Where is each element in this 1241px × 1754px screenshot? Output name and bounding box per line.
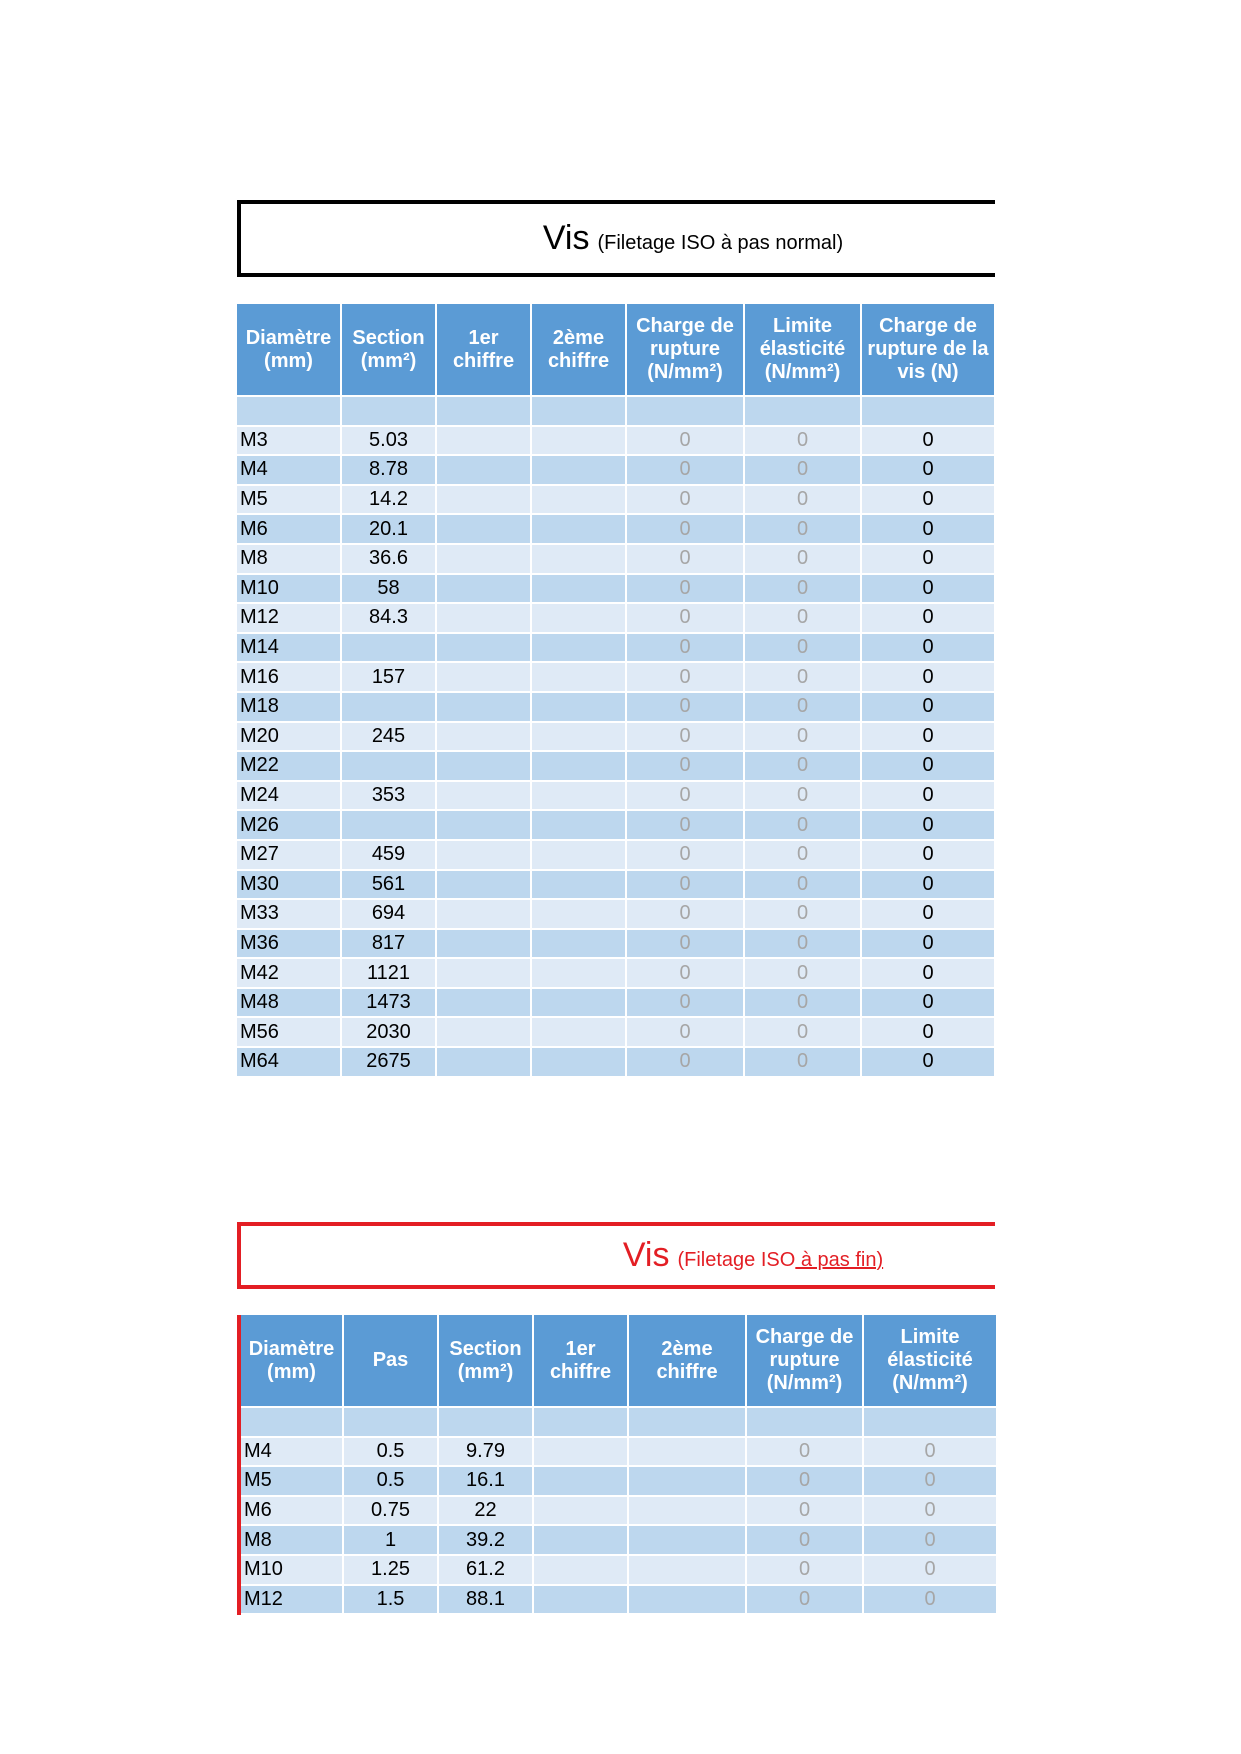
column-header-line: (mm²) xyxy=(457,1360,514,1383)
table-row xyxy=(237,751,995,781)
table-cell: M8 xyxy=(239,1525,343,1555)
column-header-line: vis (N) xyxy=(897,361,959,383)
table-cell: M16 xyxy=(237,662,341,692)
table-cell: 0 xyxy=(861,810,995,840)
table-cell xyxy=(436,455,531,485)
table-cell: 0.5 xyxy=(343,1437,438,1467)
table-cell: 0 xyxy=(744,485,861,515)
table-cell: M3 xyxy=(237,426,341,456)
table-cell: 0 xyxy=(626,574,744,604)
table-cell xyxy=(436,1047,531,1077)
table-cell: 0 xyxy=(861,692,995,722)
normal-thread-table xyxy=(237,304,996,1078)
table-cell: 14.2 xyxy=(341,485,436,515)
table-cell: 0 xyxy=(746,1525,863,1555)
table-cell: M42 xyxy=(237,958,341,988)
column-header-line: (N/mm²) xyxy=(892,1372,968,1394)
table-cell xyxy=(531,633,626,663)
table-cell: 9.79 xyxy=(438,1437,533,1467)
column-header xyxy=(239,1315,343,1407)
column-header-line: élasticité xyxy=(887,1349,973,1371)
column-header-line: 2ème xyxy=(552,326,605,349)
table-cell: 0 xyxy=(626,633,744,663)
table-cell xyxy=(531,514,626,544)
fine-thread-table xyxy=(237,1315,998,1615)
table-cell xyxy=(436,633,531,663)
column-header xyxy=(628,1315,746,1407)
table-cell: M48 xyxy=(237,988,341,1018)
column-header xyxy=(744,304,861,396)
table-cell: 0 xyxy=(861,899,995,929)
table-cell: 0 xyxy=(863,1437,997,1467)
table-cell xyxy=(436,514,531,544)
title-normal-thread xyxy=(237,200,995,277)
title-main: Vis xyxy=(622,1236,670,1274)
table-cell: 36.6 xyxy=(341,544,436,574)
table-cell: 0 xyxy=(626,958,744,988)
table-cell: 0 xyxy=(744,544,861,574)
table-cell: 0 xyxy=(626,781,744,811)
table-row xyxy=(237,781,995,811)
table-cell xyxy=(531,870,626,900)
table-cell: M6 xyxy=(237,514,341,544)
table-cell: 0 xyxy=(746,1496,863,1526)
column-header xyxy=(343,1315,438,1407)
column-header xyxy=(861,304,995,396)
table-row xyxy=(237,633,995,663)
table-cell xyxy=(531,603,626,633)
title-main: Vis xyxy=(542,219,590,257)
column-header-line: (N/mm²) xyxy=(766,1372,843,1394)
table-cell: 0 xyxy=(861,574,995,604)
table-cell: 0 xyxy=(744,958,861,988)
table-cell xyxy=(531,662,626,692)
table-cell: M22 xyxy=(237,751,341,781)
table-cell xyxy=(531,485,626,515)
table-cell: 0 xyxy=(861,840,995,870)
table-cell: 0 xyxy=(744,722,861,752)
column-header xyxy=(746,1315,863,1407)
table-cell: 0 xyxy=(861,514,995,544)
table-cell: 0 xyxy=(744,514,861,544)
table-cell: 2675 xyxy=(341,1047,436,1077)
table-row xyxy=(239,1437,997,1467)
title-subtitle: (Filetage ISO à pas fin) xyxy=(677,1249,884,1271)
column-header-line: (mm) xyxy=(264,349,313,372)
column-header-line: Diamètre xyxy=(245,326,332,349)
table-cell: 0.5 xyxy=(343,1466,438,1496)
table-cell: 0 xyxy=(861,781,995,811)
table-cell xyxy=(746,1407,863,1437)
table-cell: M12 xyxy=(237,603,341,633)
table-cell: M4 xyxy=(239,1437,343,1467)
table-cell: 0 xyxy=(744,870,861,900)
table-cell xyxy=(436,426,531,456)
table-cell: 0 xyxy=(746,1466,863,1496)
table-cell xyxy=(628,1466,746,1496)
table-cell xyxy=(436,781,531,811)
table-cell xyxy=(531,396,626,426)
table-cell: 0 xyxy=(744,781,861,811)
table-cell xyxy=(533,1466,628,1496)
column-header-line: chiffre xyxy=(549,1360,612,1383)
table-row xyxy=(237,899,995,929)
table-cell: 0 xyxy=(861,958,995,988)
table-cell xyxy=(531,455,626,485)
table-row xyxy=(237,988,995,1018)
table-cell: 0 xyxy=(863,1585,997,1615)
table-cell: 245 xyxy=(341,722,436,752)
table-cell: 817 xyxy=(341,929,436,959)
table-cell xyxy=(626,396,744,426)
table-row xyxy=(237,574,995,604)
table-cell xyxy=(531,544,626,574)
table-cell: 0 xyxy=(746,1437,863,1467)
table-cell: 0 xyxy=(861,1047,995,1077)
table-cell xyxy=(436,1017,531,1047)
table-cell: 0 xyxy=(863,1496,997,1526)
table-cell: 0 xyxy=(626,870,744,900)
table-cell: 0 xyxy=(626,426,744,456)
table-cell: 0 xyxy=(861,455,995,485)
table-cell xyxy=(531,810,626,840)
table-cell: 0 xyxy=(626,1047,744,1077)
table-cell xyxy=(533,1407,628,1437)
table-cell: 0 xyxy=(626,929,744,959)
table-cell: M30 xyxy=(237,870,341,900)
table-cell: 0 xyxy=(744,603,861,633)
column-header-line: chiffre xyxy=(547,349,610,372)
table-row xyxy=(239,1525,997,1555)
table-cell: 0 xyxy=(626,1017,744,1047)
table-cell xyxy=(436,929,531,959)
table-cell xyxy=(628,1407,746,1437)
table-cell xyxy=(628,1496,746,1526)
table-cell: 0 xyxy=(744,1047,861,1077)
column-header-line: rupture xyxy=(650,338,720,360)
table-cell: 0 xyxy=(744,574,861,604)
table-cell: 0 xyxy=(746,1555,863,1585)
table-row xyxy=(237,514,995,544)
table-cell: 0 xyxy=(746,1585,863,1615)
table-cell xyxy=(531,958,626,988)
table-cell xyxy=(533,1437,628,1467)
table-cell xyxy=(436,988,531,1018)
table-cell: 0 xyxy=(861,603,995,633)
table-cell: 0 xyxy=(626,544,744,574)
column-header-line: Charge de xyxy=(879,315,977,337)
table-cell: M10 xyxy=(239,1555,343,1585)
table-cell: 5.03 xyxy=(341,426,436,456)
table-cell: M14 xyxy=(237,633,341,663)
table-cell: 1.5 xyxy=(343,1585,438,1615)
table-cell: 0 xyxy=(861,633,995,663)
table-cell xyxy=(343,1407,438,1437)
table-cell xyxy=(436,722,531,752)
table-cell: 0 xyxy=(744,692,861,722)
table-cell: 0 xyxy=(744,810,861,840)
table-cell: M4 xyxy=(237,455,341,485)
table-cell: 0 xyxy=(861,929,995,959)
column-header-line: rupture de la xyxy=(867,338,989,360)
column-header-line: rupture xyxy=(769,1349,840,1371)
table-cell: 0 xyxy=(744,633,861,663)
table-cell xyxy=(436,662,531,692)
table-cell: 0 xyxy=(861,870,995,900)
table-cell: 0 xyxy=(861,662,995,692)
table-cell xyxy=(744,396,861,426)
table-cell xyxy=(531,426,626,456)
table-cell: 0 xyxy=(744,840,861,870)
table-cell: 0 xyxy=(626,840,744,870)
table-cell xyxy=(438,1407,533,1437)
table-cell: 0 xyxy=(744,426,861,456)
column-header xyxy=(531,304,626,396)
table-cell: 0 xyxy=(626,662,744,692)
table-cell xyxy=(863,1407,997,1437)
column-header xyxy=(237,304,341,396)
table-cell xyxy=(531,751,626,781)
table-cell: 0 xyxy=(744,662,861,692)
column-header-line: Section xyxy=(449,1337,522,1360)
table-row xyxy=(237,958,995,988)
table-cell: M10 xyxy=(237,574,341,604)
table-cell: 0 xyxy=(626,722,744,752)
table-cell xyxy=(436,603,531,633)
table-cell: M18 xyxy=(237,692,341,722)
column-header xyxy=(863,1315,997,1407)
table-row xyxy=(237,603,995,633)
column-header-line: chiffre xyxy=(656,1360,718,1383)
table-cell: 0 xyxy=(626,988,744,1018)
table-cell: 0 xyxy=(744,455,861,485)
table-cell: 0 xyxy=(863,1525,997,1555)
table-row xyxy=(237,929,995,959)
table-cell xyxy=(531,574,626,604)
table-row xyxy=(237,455,995,485)
table-cell: 0 xyxy=(861,722,995,752)
table-cell xyxy=(436,958,531,988)
table-cell: 2030 xyxy=(341,1017,436,1047)
table-cell: 88.1 xyxy=(438,1585,533,1615)
table-cell xyxy=(628,1585,746,1615)
table-cell: 0 xyxy=(863,1555,997,1585)
title-subtitle: (Filetage ISO à pas normal) xyxy=(597,232,844,254)
table-cell: 0 xyxy=(861,1017,995,1047)
table-cell xyxy=(531,722,626,752)
table-cell: 0 xyxy=(861,485,995,515)
column-header-line: Diamètre xyxy=(248,1337,335,1360)
table-cell xyxy=(533,1496,628,1526)
table-row xyxy=(237,485,995,515)
table-cell xyxy=(531,988,626,1018)
table-cell xyxy=(628,1555,746,1585)
table-cell: 353 xyxy=(341,781,436,811)
column-header xyxy=(436,304,531,396)
table-cell: 22 xyxy=(438,1496,533,1526)
table-cell: 8.78 xyxy=(341,455,436,485)
table-cell xyxy=(341,810,436,840)
table-cell: 0 xyxy=(626,455,744,485)
table-row xyxy=(237,1017,995,1047)
table-cell: 0 xyxy=(626,692,744,722)
table-cell: M56 xyxy=(237,1017,341,1047)
table-cell: 694 xyxy=(341,899,436,929)
table-cell xyxy=(436,810,531,840)
table-cell xyxy=(533,1585,628,1615)
table-cell: 1.25 xyxy=(343,1555,438,1585)
table-cell xyxy=(531,781,626,811)
table-cell xyxy=(436,574,531,604)
table-cell: M24 xyxy=(237,781,341,811)
table-row xyxy=(237,840,995,870)
table-cell: M5 xyxy=(239,1466,343,1496)
table-cell xyxy=(341,396,436,426)
table-cell: 0 xyxy=(744,988,861,1018)
table-cell: 0 xyxy=(626,603,744,633)
column-header-line: élasticité xyxy=(759,338,846,360)
column-header-line: Charge de xyxy=(636,315,734,337)
table-cell: 0 xyxy=(861,544,995,574)
table-cell: M64 xyxy=(237,1047,341,1077)
table-cell: M26 xyxy=(237,810,341,840)
table-row xyxy=(237,544,995,574)
table-cell: 0 xyxy=(626,810,744,840)
column-header-line: 2ème xyxy=(661,1337,713,1360)
table-cell: 0 xyxy=(744,899,861,929)
column-header-line: (N/mm²) xyxy=(764,361,841,383)
table-row xyxy=(239,1585,997,1615)
table-cell: 561 xyxy=(341,870,436,900)
table-cell: 0 xyxy=(744,751,861,781)
table-spacer-row xyxy=(239,1407,997,1437)
table-cell xyxy=(436,870,531,900)
table-cell xyxy=(533,1555,628,1585)
table-cell: M6 xyxy=(239,1496,343,1526)
table-cell xyxy=(531,929,626,959)
column-header-line: Section xyxy=(352,326,425,349)
table-cell: 459 xyxy=(341,840,436,870)
table-cell: M36 xyxy=(237,929,341,959)
table-cell: 39.2 xyxy=(438,1525,533,1555)
column-header-line: (N/mm²) xyxy=(647,361,723,383)
table-cell xyxy=(628,1525,746,1555)
table-cell: 0 xyxy=(626,514,744,544)
table-cell: 16.1 xyxy=(438,1466,533,1496)
table-row xyxy=(237,692,995,722)
table-cell: 61.2 xyxy=(438,1555,533,1585)
table-cell xyxy=(239,1407,343,1437)
table-cell: 1121 xyxy=(341,958,436,988)
table-cell xyxy=(436,544,531,574)
table-cell xyxy=(533,1525,628,1555)
column-header-line: Limite xyxy=(773,315,832,337)
column-header xyxy=(438,1315,533,1407)
table-cell: 0 xyxy=(626,485,744,515)
column-header-line: chiffre xyxy=(452,349,515,372)
table-cell: M20 xyxy=(237,722,341,752)
table-cell: 0 xyxy=(861,426,995,456)
table-row xyxy=(237,810,995,840)
table-cell: M12 xyxy=(239,1585,343,1615)
table-row xyxy=(237,722,995,752)
column-header-line: Limite xyxy=(900,1326,960,1348)
table-cell: M33 xyxy=(237,899,341,929)
table-cell: 84.3 xyxy=(341,603,436,633)
table-cell xyxy=(436,396,531,426)
column-header-line: 1er xyxy=(565,1337,596,1360)
table-cell: M27 xyxy=(237,840,341,870)
column-header-line: Charge de xyxy=(755,1326,854,1348)
table-cell: 157 xyxy=(341,662,436,692)
table-cell xyxy=(861,396,995,426)
column-header xyxy=(533,1315,628,1407)
table-row xyxy=(237,1047,995,1077)
table-cell xyxy=(436,899,531,929)
column-header xyxy=(341,304,436,396)
table-cell xyxy=(341,692,436,722)
table-cell: 0 xyxy=(863,1466,997,1496)
table-cell xyxy=(436,692,531,722)
table-cell: 0 xyxy=(626,751,744,781)
table-cell xyxy=(531,840,626,870)
table-cell: 0 xyxy=(744,1017,861,1047)
table-cell: 0 xyxy=(626,899,744,929)
column-header-line: (mm²) xyxy=(360,349,417,372)
table-cell: M5 xyxy=(237,485,341,515)
table-cell xyxy=(436,840,531,870)
column-header-line: Pas xyxy=(372,1349,409,1371)
table-spacer-row xyxy=(237,396,995,426)
table-row xyxy=(237,870,995,900)
table-cell: 20.1 xyxy=(341,514,436,544)
table-cell xyxy=(237,396,341,426)
table-row xyxy=(237,662,995,692)
table-row xyxy=(239,1555,997,1585)
table-cell xyxy=(531,1047,626,1077)
table-cell: 1473 xyxy=(341,988,436,1018)
table-cell xyxy=(341,633,436,663)
table-cell: 0 xyxy=(744,929,861,959)
table-cell xyxy=(531,899,626,929)
title-fine-thread xyxy=(237,1222,995,1289)
table-cell: M8 xyxy=(237,544,341,574)
table-cell xyxy=(628,1437,746,1467)
table-cell: 58 xyxy=(341,574,436,604)
table-cell: 0 xyxy=(861,751,995,781)
table-cell: 1 xyxy=(343,1525,438,1555)
table-row xyxy=(239,1466,997,1496)
column-header xyxy=(626,304,744,396)
column-header-line: (mm) xyxy=(267,1360,316,1383)
table-cell xyxy=(436,485,531,515)
column-header-line: 1er xyxy=(468,326,499,349)
table-row xyxy=(239,1496,997,1526)
table-cell xyxy=(531,692,626,722)
table-cell: 0.75 xyxy=(343,1496,438,1526)
table-cell xyxy=(341,751,436,781)
table-cell xyxy=(436,751,531,781)
table-cell xyxy=(531,1017,626,1047)
table-row xyxy=(237,426,995,456)
table-cell: 0 xyxy=(861,988,995,1018)
